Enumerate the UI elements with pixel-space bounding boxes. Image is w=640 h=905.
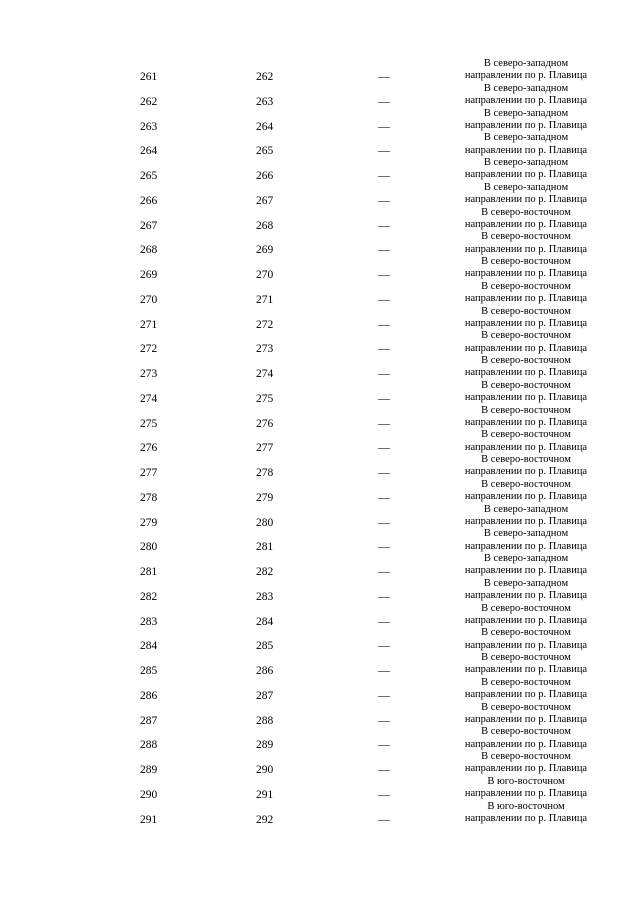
to-point: 277 xyxy=(256,442,274,455)
direction-description xyxy=(452,751,600,776)
empty-value-dash: — xyxy=(378,665,390,677)
direction-line: В северо-западном xyxy=(483,82,569,94)
from-point: 262 xyxy=(140,95,158,108)
to-point: 276 xyxy=(256,417,274,430)
direction-line: В северо-западном xyxy=(483,181,569,193)
river-line: направлении по р. Плавица xyxy=(464,763,588,775)
direction-line: В северо-восточном xyxy=(481,429,571,441)
river-line: направлении по р. Плавица xyxy=(464,614,588,626)
to-point: 289 xyxy=(256,739,274,752)
direction-line: В северо-западном xyxy=(483,107,569,119)
direction-description xyxy=(452,603,600,628)
from-point: 265 xyxy=(140,170,158,182)
direction-description xyxy=(452,306,600,331)
to-point: 265 xyxy=(256,145,274,158)
from-point: 286 xyxy=(140,689,158,702)
to-point: 271 xyxy=(256,293,274,306)
river-line: направлении по р. Плавица xyxy=(464,738,588,750)
river-line: направлении по р. Плавица xyxy=(464,367,588,379)
to-point: 292 xyxy=(256,813,274,826)
to-point: 266 xyxy=(256,170,274,182)
from-point: 274 xyxy=(140,392,158,405)
river-line: направлении по р. Плавица xyxy=(464,392,588,404)
river-line: направлении по р. Плавица xyxy=(464,293,588,305)
empty-value-dash: — xyxy=(378,219,390,232)
empty-value-dash: — xyxy=(378,689,390,702)
direction-description xyxy=(452,256,600,281)
empty-value-dash: — xyxy=(378,813,390,826)
river-line: направлении по р. Плавица xyxy=(464,169,588,181)
empty-value-dash: — xyxy=(378,392,390,405)
direction-description xyxy=(452,776,600,801)
direction-line: В северо-западном xyxy=(483,157,569,168)
to-point: 288 xyxy=(256,714,274,727)
direction-line: В северо-западном xyxy=(483,528,569,540)
river-line: направлении по р. Плавица xyxy=(464,565,588,577)
river-line: направлении по р. Плавица xyxy=(464,218,588,230)
river-line: направлении по р. Плавица xyxy=(464,540,588,552)
direction-description xyxy=(452,132,600,157)
direction-line: В северо-восточном xyxy=(481,404,571,416)
empty-value-dash: — xyxy=(378,640,390,653)
to-point: 280 xyxy=(256,516,274,529)
to-point: 269 xyxy=(256,244,274,257)
from-point: 288 xyxy=(140,739,158,752)
direction-line: В северо-восточном xyxy=(481,602,571,614)
river-line: направлении по р. Плавица xyxy=(464,243,588,255)
to-point: 291 xyxy=(256,788,274,801)
river-line: направлении по р. Плавица xyxy=(464,416,588,428)
from-point: 266 xyxy=(140,194,158,207)
direction-description xyxy=(452,58,600,83)
direction-line: В северо-западном xyxy=(483,58,569,69)
to-point: 270 xyxy=(256,269,274,281)
to-point: 281 xyxy=(256,541,274,554)
river-line: направлении по р. Плавица xyxy=(464,788,588,800)
empty-value-dash: — xyxy=(378,95,390,108)
from-point: 270 xyxy=(140,293,158,306)
direction-line: В северо-западном xyxy=(483,553,569,564)
direction-description xyxy=(452,207,600,232)
direction-line: В северо-восточном xyxy=(481,454,571,465)
to-point: 286 xyxy=(256,665,274,677)
direction-line: В северо-восточном xyxy=(481,701,571,713)
direction-line: В северо-восточном xyxy=(481,355,571,366)
river-line: направлении по р. Плавица xyxy=(464,515,588,527)
direction-description xyxy=(452,652,600,677)
direction-line: В северо-восточном xyxy=(481,280,571,292)
empty-value-dash: — xyxy=(378,71,390,83)
direction-description xyxy=(452,355,600,380)
river-line: направлении по р. Плавица xyxy=(464,317,588,329)
direction-description xyxy=(452,157,600,182)
to-point: 283 xyxy=(256,590,274,603)
direction-line: В северо-восточном xyxy=(481,751,571,762)
river-line: направлении по р. Плавица xyxy=(464,713,588,725)
river-line: направлении по р. Плавица xyxy=(464,70,588,82)
river-line: направлении по р. Плавица xyxy=(464,441,588,453)
direction-description xyxy=(452,677,600,702)
to-point: 282 xyxy=(256,566,274,578)
direction-description xyxy=(452,504,600,529)
empty-value-dash: — xyxy=(378,417,390,430)
from-point: 278 xyxy=(140,491,158,504)
to-point: 284 xyxy=(256,615,274,628)
empty-value-dash: — xyxy=(378,516,390,529)
empty-value-dash: — xyxy=(378,145,390,158)
empty-value-dash: — xyxy=(378,120,390,133)
to-point: 267 xyxy=(256,194,274,207)
from-point: 275 xyxy=(140,417,158,430)
empty-value-dash: — xyxy=(378,590,390,603)
river-line: направлении по р. Плавица xyxy=(464,194,588,206)
direction-line: В северо-восточном xyxy=(481,330,571,342)
to-point: 268 xyxy=(256,219,274,232)
river-line: направлении по р. Плавица xyxy=(464,268,588,280)
empty-value-dash: — xyxy=(378,318,390,331)
river-line: направлении по р. Плавица xyxy=(464,590,588,602)
river-line: направлении по р. Плавица xyxy=(464,342,588,354)
from-point: 283 xyxy=(140,615,158,628)
direction-line: В юго-восточном xyxy=(487,800,565,812)
to-point: 290 xyxy=(256,764,274,776)
river-line: направлении по р. Плавица xyxy=(464,119,588,131)
direction-description xyxy=(452,578,600,603)
from-point: 280 xyxy=(140,541,158,554)
direction-description xyxy=(452,182,600,207)
direction-description xyxy=(452,380,600,405)
direction-description xyxy=(452,528,600,553)
from-point: 276 xyxy=(140,442,158,455)
direction-description xyxy=(452,726,600,751)
table-row xyxy=(0,800,640,833)
direction-line: В северо-восточном xyxy=(481,676,571,688)
direction-description xyxy=(452,801,600,826)
empty-value-dash: — xyxy=(378,368,390,380)
from-point: 279 xyxy=(140,516,158,529)
river-line: направлении по р. Плавица xyxy=(464,95,588,107)
direction-line: В северо-западном xyxy=(483,503,569,515)
from-point: 285 xyxy=(140,665,158,677)
from-point: 281 xyxy=(140,566,158,578)
empty-value-dash: — xyxy=(378,615,390,628)
empty-value-dash: — xyxy=(378,491,390,504)
from-point: 287 xyxy=(140,714,158,727)
empty-value-dash: — xyxy=(378,244,390,257)
to-point: 285 xyxy=(256,640,274,653)
to-point: 273 xyxy=(256,343,274,356)
from-point: 291 xyxy=(140,813,158,826)
direction-description xyxy=(452,702,600,727)
direction-description xyxy=(452,281,600,306)
direction-line: В северо-восточном xyxy=(481,256,571,267)
direction-line: В северо-восточном xyxy=(481,478,571,490)
empty-value-dash: — xyxy=(378,343,390,356)
from-point: 261 xyxy=(140,71,158,83)
from-point: 273 xyxy=(140,368,158,380)
direction-line: В северо-восточном xyxy=(481,206,571,218)
from-point: 267 xyxy=(140,219,158,232)
direction-line: В северо-восточном xyxy=(481,231,571,243)
river-line: направлении по р. Плавица xyxy=(464,664,588,676)
from-point: 272 xyxy=(140,343,158,356)
direction-line: В северо-западном xyxy=(483,132,569,144)
from-point: 282 xyxy=(140,590,158,603)
direction-line: В юго-восточном xyxy=(487,775,565,787)
empty-value-dash: — xyxy=(378,293,390,306)
empty-value-dash: — xyxy=(378,467,390,479)
empty-value-dash: — xyxy=(378,739,390,752)
from-point: 271 xyxy=(140,318,158,331)
to-point: 263 xyxy=(256,95,274,108)
direction-line: В северо-восточном xyxy=(481,726,571,738)
to-point: 262 xyxy=(256,71,274,83)
direction-line: В северо-западном xyxy=(483,577,569,589)
direction-description xyxy=(452,454,600,479)
empty-value-dash: — xyxy=(378,714,390,727)
direction-line: В северо-восточном xyxy=(481,652,571,663)
empty-value-dash: — xyxy=(378,764,390,776)
from-point: 263 xyxy=(140,120,158,133)
direction-description xyxy=(452,627,600,652)
river-line: направлении по р. Плавица xyxy=(464,144,588,156)
to-point: 275 xyxy=(256,392,274,405)
from-point: 284 xyxy=(140,640,158,653)
river-line: направлении по р. Плавица xyxy=(464,491,588,503)
direction-description xyxy=(452,231,600,256)
direction-description xyxy=(452,553,600,578)
direction-description xyxy=(452,83,600,108)
from-point: 269 xyxy=(140,269,158,281)
from-point: 289 xyxy=(140,764,158,776)
to-point: 274 xyxy=(256,368,274,380)
empty-value-dash: — xyxy=(378,788,390,801)
to-point: 264 xyxy=(256,120,274,133)
to-point: 272 xyxy=(256,318,274,331)
to-point: 279 xyxy=(256,491,274,504)
river-line: направлении по р. Плавица xyxy=(464,812,588,824)
river-line: направлении по р. Плавица xyxy=(464,689,588,701)
direction-description xyxy=(452,108,600,133)
to-point: 278 xyxy=(256,467,274,479)
direction-description xyxy=(452,405,600,430)
from-point: 277 xyxy=(140,467,158,479)
direction-description xyxy=(452,330,600,355)
direction-line: В северо-восточном xyxy=(481,305,571,317)
river-line: направлении по р. Плавица xyxy=(464,466,588,478)
from-point: 290 xyxy=(140,788,158,801)
empty-value-dash: — xyxy=(378,442,390,455)
empty-value-dash: — xyxy=(378,170,390,182)
direction-line: В северо-восточном xyxy=(481,379,571,391)
empty-value-dash: — xyxy=(378,269,390,281)
empty-value-dash: — xyxy=(378,194,390,207)
empty-value-dash: — xyxy=(378,541,390,554)
empty-value-dash: — xyxy=(378,566,390,578)
from-point: 264 xyxy=(140,145,158,158)
direction-description xyxy=(452,479,600,504)
direction-line: В северо-восточном xyxy=(481,627,571,639)
direction-description xyxy=(452,429,600,454)
from-point: 268 xyxy=(140,244,158,257)
to-point: 287 xyxy=(256,689,274,702)
river-line: направлении по р. Плавица xyxy=(464,639,588,651)
